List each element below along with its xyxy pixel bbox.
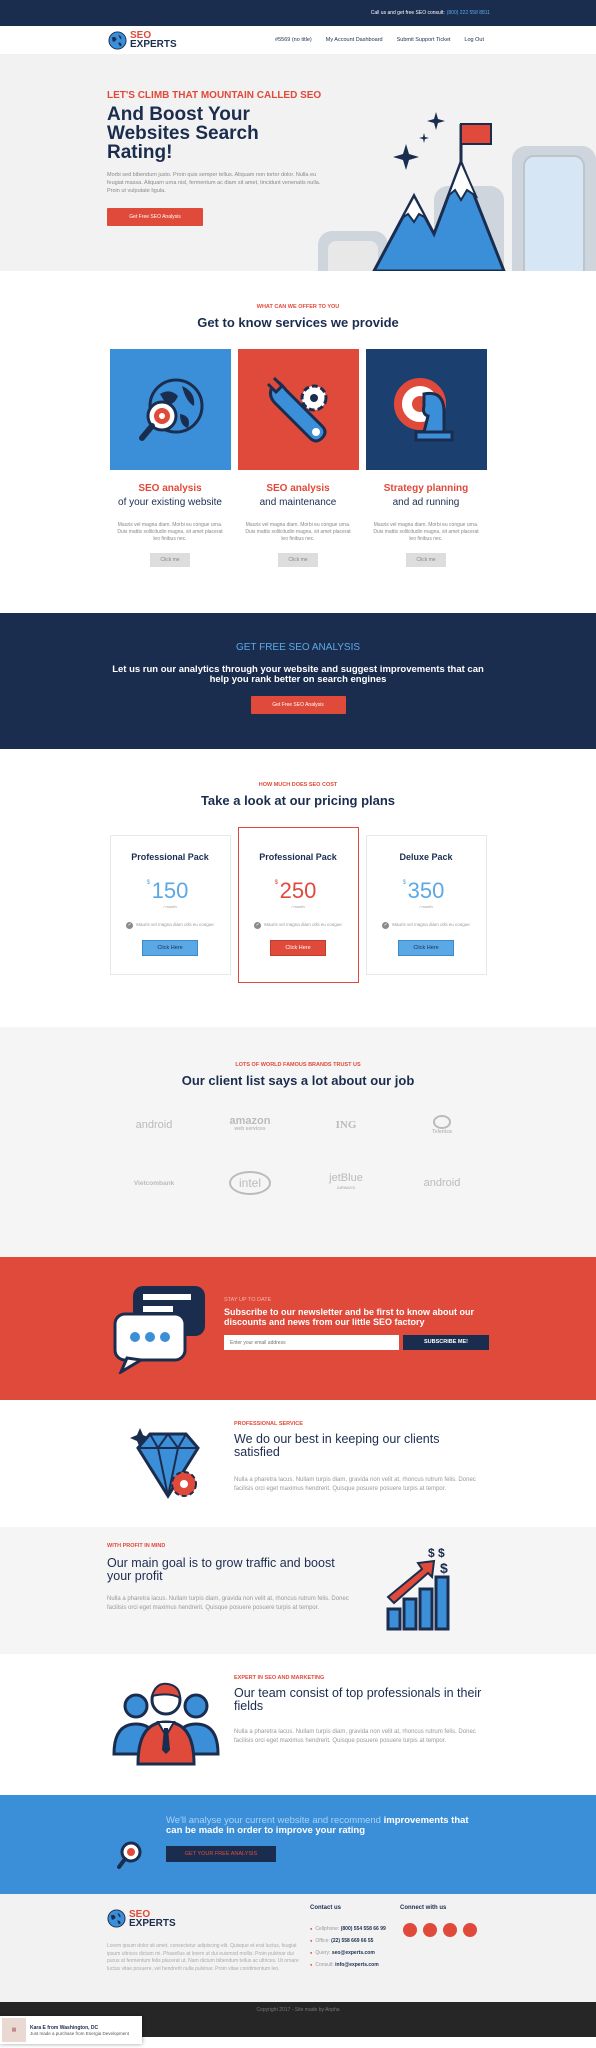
check-icon: ✓ (255, 922, 260, 928)
contact-value[interactable]: info@experts.com (335, 1962, 379, 1968)
site-footer (0, 1894, 596, 2002)
analysis-kicker: GET FREE SEO ANALYSIS (235, 642, 361, 653)
plan-amount: 150 (151, 878, 189, 903)
feature-text: Nulla a pharetra lacus. Nullam turpis diam, gravida non velit at, rhoncus rutrum felis. Donec facilisis orci eget maximus hendrerit. Quisque posuere posuere turpis at tempor. (107, 1596, 349, 1611)
client-logo-intel (202, 1168, 298, 1198)
plan-price (146, 878, 189, 904)
contact-item (310, 1923, 386, 1935)
service-subtitle: of your existing website (118, 497, 222, 508)
plan-button[interactable]: Click Here (398, 940, 453, 956)
services-section (0, 271, 596, 613)
top-bar (0, 0, 596, 26)
footer-logo[interactable] (107, 1909, 176, 1928)
client-logo-telenica (394, 1110, 490, 1140)
wrench-gear-icon (258, 370, 338, 450)
check-icon: ✓ (127, 922, 132, 928)
cta-section (0, 1795, 596, 1894)
globe-icon (108, 31, 127, 50)
client-logo-android (106, 1110, 202, 1140)
product-thumbnail: ▦ (2, 2018, 26, 2042)
mountain-illustration (256, 84, 596, 271)
client-logo-text: amazon (229, 1115, 271, 1127)
feature-text: Nulla a pharetra lacus. Nullam turpis diam, gravida non velit at, rhoncus rutrum felis. Donec facilisis orci eget maximus hendrerit. Quisque posuere posuere turpis at tempor. (234, 1729, 476, 1744)
telenica-mark-icon (433, 1115, 451, 1129)
newsletter-email-input[interactable] (224, 1335, 399, 1350)
contact-label: Office: (315, 1938, 332, 1944)
analysis-button[interactable]: Get Free SEO Analysis (251, 696, 346, 714)
logo-experts: EXPERTS (129, 1917, 176, 1929)
service-card (366, 349, 487, 567)
logo-experts: EXPERTS (130, 39, 177, 50)
site-header (0, 26, 596, 54)
magnifier-icon (117, 1839, 149, 1871)
plan-price (402, 878, 445, 904)
hero-analysis-button[interactable]: Get Free SEO Analysis (107, 208, 203, 226)
contact-value[interactable]: (22) 558 669 66 55 (331, 1938, 374, 1944)
footer-about: Lorem ipsum dolor sit amet, consectetur adipiscing elit. Quisque et erat luctus, feugiat ipsum ultrices dictum mi. Phasellus at lorem ut dui euismod mollis. Proin pulvinar dui purus at fermentum felis placerat ut. Nam dictum bibendum tellus ac ultrices. Ut ornare luctus vitae posuere, vel hendrerit nulla pulvinar. Proin vitae condimentum leo. (107, 1943, 299, 1972)
service-click-button[interactable]: Click me (150, 553, 189, 567)
service-card (238, 349, 359, 567)
notification-text: Just made a purchase from Energia Development (30, 2030, 130, 2036)
social-icon[interactable] (423, 1923, 437, 1937)
analysis-title: Let us run our analytics through your website and suggest improvements that can help you rank better on search engines (112, 664, 484, 685)
plan-amount: 350 (407, 878, 445, 903)
plan-currency: $ (274, 880, 278, 886)
social-icon[interactable] (403, 1923, 417, 1937)
feature-kicker: WITH PROFIT IN MIND (107, 1543, 166, 1549)
contact-item (310, 1935, 386, 1947)
feature-title: We do our best in keeping our clients satisfied (234, 1432, 440, 1459)
clients-kicker: LOTS OF WORLD FAMOUS BRANDS TRUST US (235, 1062, 361, 1068)
social-links (403, 1923, 477, 1937)
clients-title: Our client list says a lot about our job (181, 1073, 415, 1088)
feature-profit (0, 1527, 596, 1654)
plan-feature-text: Mauris vel magna diam orbi eu congue (136, 922, 214, 927)
pricing-section (0, 749, 596, 1027)
plan-period: / month (163, 904, 177, 909)
footer-contact-list (310, 1923, 386, 1971)
logo-seo: SEO (129, 1908, 151, 1920)
client-logo-amazon (202, 1110, 298, 1140)
cta-analysis-button[interactable]: GET YOUR FREE ANALYSIS (166, 1846, 276, 1862)
pricing-plan (110, 835, 231, 975)
newsletter-kicker: STAY UP TO DATE (224, 1297, 272, 1303)
service-subtitle: and maintenance (259, 497, 337, 508)
newsletter-section (0, 1257, 596, 1400)
service-click-button[interactable]: Click me (406, 553, 445, 567)
client-logo-vietcombank (106, 1168, 202, 1198)
plan-period: / month (419, 904, 433, 909)
plan-period: / month (291, 904, 305, 909)
service-image (110, 349, 231, 470)
plan-price (274, 878, 317, 904)
diamond-gear-icon (128, 1422, 204, 1504)
plan-feature (239, 922, 358, 929)
cta-text-a: We'll analyse your current website and recommend (166, 1815, 384, 1826)
svg-text:$ $: $ $ (428, 1546, 445, 1560)
social-icon[interactable] (463, 1923, 477, 1937)
client-logo-subtext: web services (234, 1126, 266, 1132)
plan-feature (367, 922, 486, 929)
client-logo-text: jetBlue (329, 1172, 363, 1184)
growth-chart-icon (382, 1545, 458, 1635)
nav-item-support[interactable]: Submit Support Ticket (396, 37, 451, 43)
service-title: SEO analysis (138, 483, 202, 494)
plan-feature (111, 922, 230, 929)
topbar-text: Call us and get free SEO consult: (370, 10, 445, 16)
plan-name: Deluxe Pack (399, 852, 453, 862)
topbar-phone[interactable]: (800) 222 558 8811 (446, 10, 490, 16)
client-logo-subtext: AIRWAYS (336, 1185, 356, 1190)
plan-feature-text: Mauris vel magna diam orbi eu congue (392, 922, 470, 927)
cta-text-b: improvements that can be made in order to improve your rating (166, 1815, 469, 1836)
footer-connect-title: Connect with us (400, 1905, 447, 1911)
copyright-text: Copyright 2017 - Site made by Anpha (256, 2007, 340, 2013)
services-title: Get to know services we provide (197, 315, 399, 330)
feature-title: Our team consist of top professionals in their fields (234, 1686, 482, 1713)
service-card (110, 349, 231, 567)
hero-section (0, 54, 596, 271)
client-logo-text: intel (229, 1171, 271, 1195)
logo-seo: SEO (130, 30, 152, 41)
service-description: Mauris vel magna diam. Morbi eu congue urna. Duis mattis sollicitudin magna, sit amet placerat leo finibus nec. (245, 522, 351, 542)
contact-value[interactable]: seo@experts.com (331, 1950, 375, 1956)
cta-text (166, 1816, 486, 1836)
client-logo-text: Telenica (432, 1129, 452, 1135)
site-logo[interactable] (108, 31, 177, 50)
service-click-button[interactable]: Click me (278, 553, 317, 567)
hero-title: And Boost Your Websites Search Rating! (107, 104, 259, 163)
feature-team (0, 1654, 596, 1795)
hero-kicker: LET'S CLIMB THAT MOUNTAIN CALLED SEO (107, 90, 322, 101)
client-logo-jetblue (298, 1168, 394, 1198)
main-nav (275, 37, 484, 43)
nav-item-ticket[interactable]: #5569 (no title) (275, 37, 312, 43)
contact-item (310, 1959, 386, 1971)
service-image (238, 349, 359, 470)
clients-section (0, 1027, 596, 1257)
nav-item-logout[interactable]: Log Out (464, 37, 484, 43)
client-logo-text: Vietcombank (133, 1179, 175, 1187)
chat-bubbles-icon (113, 1284, 213, 1374)
hero-text: Morbi sed bibendum justo. Proin quis semper tellus. Aliquam non tortor dolor. Nulla eu feugiat massa. Aliquam urna nisl, fermentum ac diam sit amet, tincidunt venenatis nulla. Proin ut vulputate ligula. (107, 172, 321, 194)
pricing-kicker: HOW MUCH DOES SEO COST (258, 782, 338, 788)
plan-name: Professional Pack (131, 852, 209, 862)
pricing-plan-featured (238, 827, 359, 983)
feature-satisfied (0, 1400, 596, 1527)
social-icon[interactable] (443, 1923, 457, 1937)
subscribe-button[interactable]: SUBSCRIBE ME! (403, 1335, 489, 1350)
plan-currency: $ (402, 880, 406, 886)
contact-label: Consult: (315, 1962, 336, 1968)
nav-item-dashboard[interactable]: My Account Dashboard (325, 37, 383, 43)
services-kicker: WHAT CAN WE OFFER TO YOU (256, 304, 340, 310)
team-icon (112, 1680, 220, 1768)
check-icon: ✓ (383, 922, 388, 928)
service-title: SEO analysis (266, 483, 330, 494)
plan-name: Professional Pack (259, 852, 337, 862)
svg-text:$: $ (440, 1560, 448, 1576)
chess-knight-icon (386, 370, 466, 450)
service-subtitle: and ad running (392, 497, 460, 508)
client-logo-android-2 (394, 1168, 490, 1198)
globe-icon (107, 1909, 126, 1928)
service-title: Strategy planning (383, 483, 469, 494)
pricing-plan (366, 835, 487, 975)
feature-kicker: EXPERT IN SEO AND MARKETING (234, 1675, 325, 1681)
globe-magnifier-icon (130, 370, 210, 450)
plan-amount: 250 (279, 878, 317, 903)
contact-label: Cellphone: (315, 1926, 341, 1932)
service-image (366, 349, 487, 470)
client-logo-ing (298, 1110, 394, 1140)
purchase-notification[interactable] (0, 2016, 142, 2044)
contact-label: Query: (315, 1950, 332, 1956)
plan-feature-text: Mauris vel magna diam orbi eu congue (264, 922, 342, 927)
feature-kicker: PROFESSIONAL SERVICE (234, 1421, 303, 1427)
contact-value[interactable]: (800) 554 558 66 99 (340, 1926, 386, 1932)
plan-currency: $ (146, 880, 150, 886)
feature-title: Our main goal is to grow traffic and boost your profit (107, 1556, 335, 1583)
footer-contact-title: Contact us (310, 1905, 342, 1911)
contact-item (310, 1947, 386, 1959)
client-logo-text: android (135, 1119, 173, 1131)
newsletter-title: Subscribe to our newsletter and be first to know about our discounts and news from our little SEO factory (224, 1307, 475, 1327)
free-analysis-section (0, 613, 596, 749)
client-logo-text: ING (335, 1119, 357, 1131)
notification-title: Kara E from Washington, DC (30, 2024, 99, 2031)
pricing-title: Take a look at our pricing plans (200, 793, 396, 808)
client-logo-text: android (423, 1177, 461, 1189)
service-description: Mauris vel magna diam. Morbi eu congue urna. Duis mattis sollicitudin magna, sit amet placerat leo finibus nec. (373, 522, 479, 542)
plan-button[interactable]: Click Here (142, 940, 197, 956)
plan-button[interactable]: Click Here (270, 940, 325, 956)
service-description: Mauris vel magna diam. Morbi eu congue urna. Duis mattis sollicitudin magna, sit amet placerat leo finibus nec. (117, 522, 223, 542)
feature-text: Nulla a pharetra lacus. Nullam turpis diam, gravida non velit at, rhoncus rutrum felis. Donec facilisis orci eget maximus hendrerit. Quisque posuere posuere turpis at tempor. (234, 1477, 476, 1492)
